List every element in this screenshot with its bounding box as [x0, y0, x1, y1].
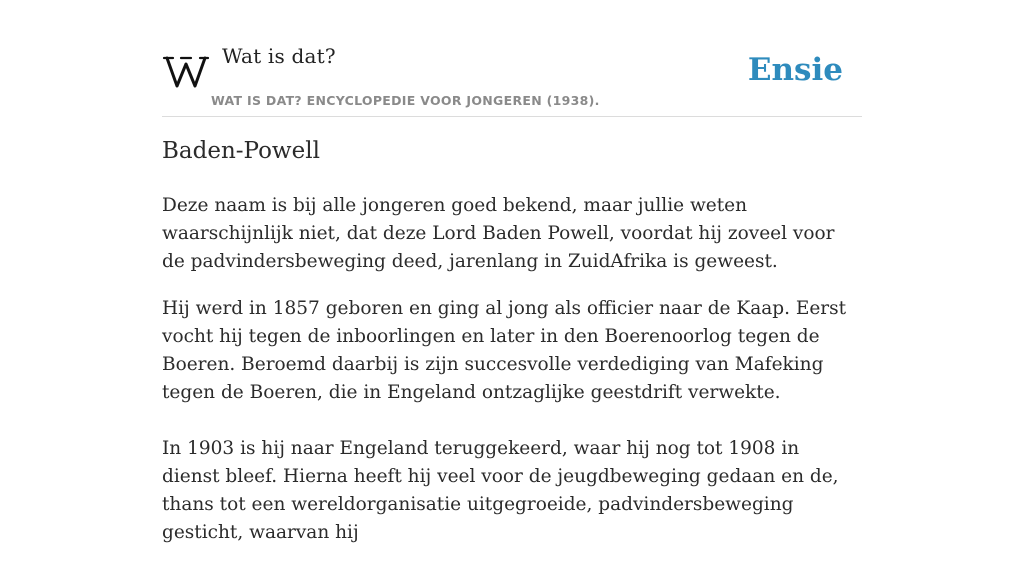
article-body: [162, 192, 862, 566]
wikipedia-w-icon[interactable]: [164, 50, 208, 90]
site-title[interactable]: Wat is dat?: [222, 44, 336, 68]
article-title: Baden-Powell: [162, 138, 320, 164]
ensie-brand-link[interactable]: Ensie: [747, 52, 843, 88]
page: [162, 0, 862, 543]
article-paragraph: Hij werd in 1857 geboren en ging al jong als officier naar de Kaap. Eerst vocht hij tegen de inboorlingen en later in den Boerenoorlog tegen de Boeren. Beroemd daarbij is zijn succesvolle verdediging van Mafeking tegen de Boeren, die in Engeland ontzaglijke geestdrift verwekte. In 1903 is hij naar Engeland teruggekeerd, waar hij nog tot 1908 in dienst bleef. Hierna heeft hij veel voor de jeugdbeweging gedaan en de, thans tot een wereldorganisatie uitgegroeide, padvindersbeweging gesticht, waarvan hij: [162, 298, 847, 543]
site-subtitle: WAT IS DAT? ENCYCLOPEDIE VOOR JONGEREN (1938).: [211, 93, 600, 108]
article-paragraph: Deze naam is bij alle jongeren goed bekend, maar jullie weten waarschijnlijk niet, dat deze Lord Baden Powell, voordat hij zoveel voor de padvindersbeweging deed, jarenlang in ZuidAfrika is geweest.: [162, 195, 835, 272]
site-header: [162, 0, 862, 117]
